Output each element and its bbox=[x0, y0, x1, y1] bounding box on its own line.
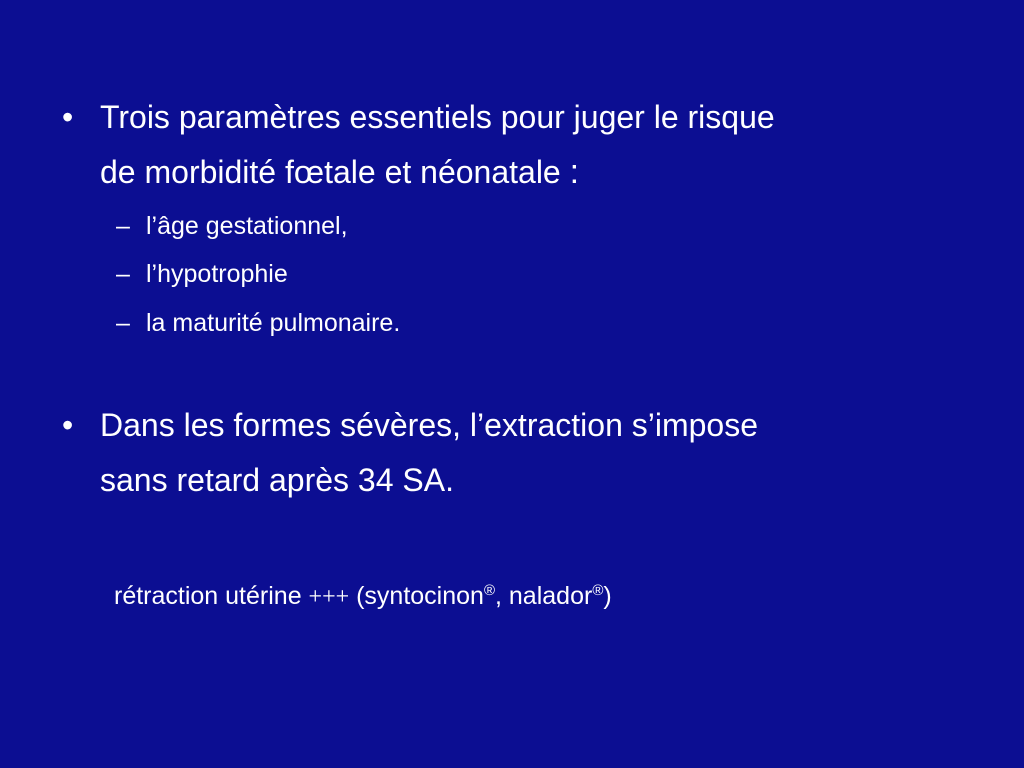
sub-marker: – bbox=[116, 212, 130, 240]
registered-mark: ® bbox=[483, 582, 496, 599]
sub-item-gestational-age bbox=[116, 211, 348, 241]
bullet-marker: • bbox=[62, 407, 74, 443]
sub-item-text: la maturité pulmonaire. bbox=[146, 309, 401, 337]
bullet-extraction bbox=[62, 398, 962, 508]
bullet-line: Dans les formes sévères, l’extraction s’impose bbox=[100, 407, 759, 443]
registered-mark: ® bbox=[592, 582, 604, 599]
bullet-line bbox=[100, 145, 962, 200]
bullet-line-text: de morbidité fœtale et néonatale bbox=[100, 154, 561, 190]
sub-marker: – bbox=[116, 260, 130, 288]
sub-item-text: l’âge gestationnel, bbox=[146, 212, 348, 240]
note-uterine-retraction bbox=[114, 581, 612, 612]
note-close: ) bbox=[603, 582, 612, 610]
bullet-line: sans retard après 34 SA. bbox=[100, 462, 454, 498]
colon: : bbox=[569, 153, 580, 191]
bullet-marker: • bbox=[62, 99, 74, 135]
bullet-text bbox=[100, 398, 962, 508]
sub-marker: – bbox=[116, 309, 130, 337]
note-middle: , nalador bbox=[495, 582, 593, 610]
note-open: (syntocinon bbox=[349, 582, 484, 610]
bullet-text bbox=[100, 90, 962, 200]
sub-item-lung-maturity bbox=[116, 308, 400, 338]
note-prefix: rétraction utérine bbox=[114, 582, 309, 610]
note-plus: +++ bbox=[308, 584, 350, 610]
bullet-parameters bbox=[62, 90, 962, 200]
bullet-line: Trois paramètres essentiels pour juger le risque bbox=[100, 99, 775, 135]
sub-item-hypotrophy bbox=[116, 259, 288, 289]
sub-item-text: l’hypotrophie bbox=[146, 260, 288, 288]
